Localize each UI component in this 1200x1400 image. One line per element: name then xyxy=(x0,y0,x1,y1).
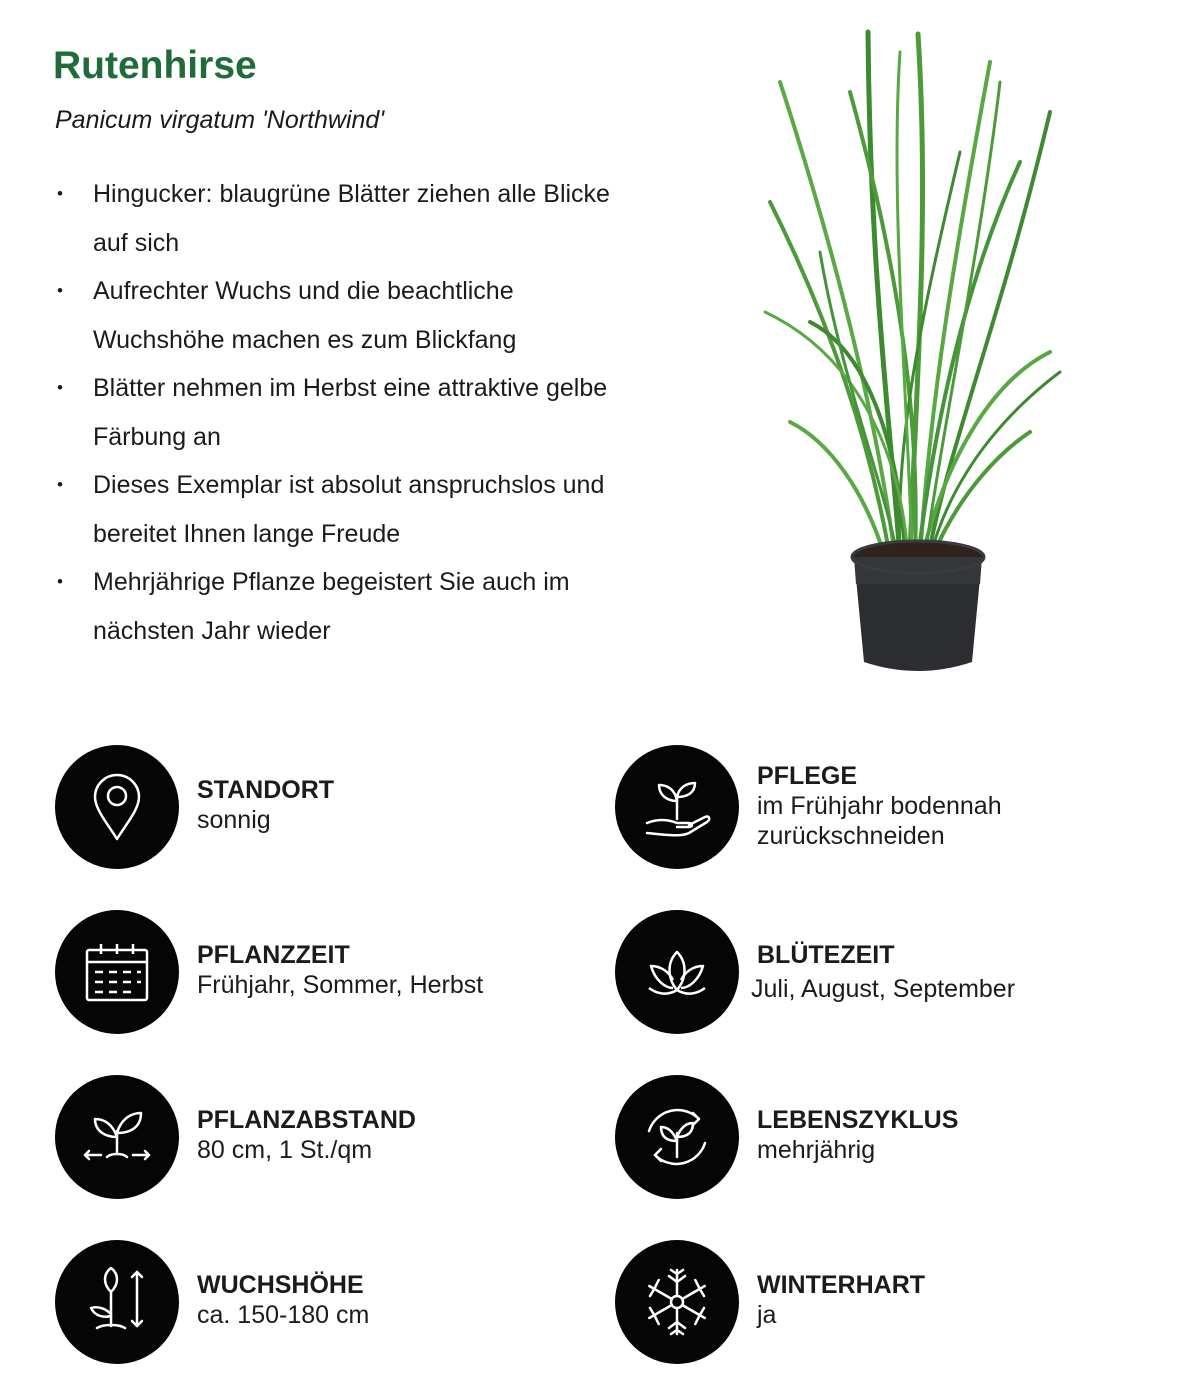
feature-label: WINTERHART xyxy=(757,1271,926,1299)
plant-spacing-icon xyxy=(55,1075,179,1199)
feature-pflanzzeit xyxy=(55,910,575,1036)
highlight-item xyxy=(55,461,615,558)
feature-value: ja xyxy=(757,1301,777,1329)
highlight-item xyxy=(55,267,615,364)
calendar-icon xyxy=(55,910,179,1034)
feature-label: PFLEGE xyxy=(757,762,858,790)
seedling-hand-icon xyxy=(615,745,739,869)
feature-value: Juli, August, September xyxy=(751,975,1016,1003)
highlight-text: Mehrjährige Pflanze begeistert Sie auch im nächsten Jahr wieder xyxy=(93,568,570,645)
feature-pflanzabstand xyxy=(55,1075,575,1201)
highlight-text: Dieses Exemplar ist absolut anspruchslos und bereitet Ihnen lange Freude xyxy=(93,471,605,548)
feature-label: LEBENSZYKLUS xyxy=(757,1106,959,1134)
growth-height-icon xyxy=(55,1240,179,1364)
highlight-text: Blätter nehmen im Herbst eine attraktive gelbe Färbung an xyxy=(93,374,608,451)
feature-value: mehrjährig xyxy=(757,1136,876,1164)
lotus-flower-icon xyxy=(615,910,739,1034)
plant-image xyxy=(750,22,1080,687)
feature-pflege xyxy=(615,745,1135,871)
highlight-item xyxy=(55,170,615,267)
feature-label: PFLANZZEIT xyxy=(197,941,350,969)
feature-value: 80 cm, 1 St./qm xyxy=(197,1136,373,1164)
bullet-icon: • xyxy=(57,281,63,300)
bullet-icon: • xyxy=(57,378,63,397)
snowflake-icon xyxy=(615,1240,739,1364)
feature-value: im Frühjahr bodennah zurückschneiden xyxy=(757,792,1002,850)
feature-value: sonnig xyxy=(197,806,271,834)
highlight-item xyxy=(55,364,615,461)
bullet-icon: • xyxy=(57,475,63,494)
feature-label: STANDORT xyxy=(197,776,335,804)
bullet-icon: • xyxy=(57,572,63,591)
botanical-name: Panicum virgatum 'Northwind' xyxy=(55,106,385,134)
life-cycle-icon xyxy=(615,1075,739,1199)
location-pin-icon xyxy=(55,745,179,869)
highlights-list xyxy=(55,170,615,655)
bullet-icon: • xyxy=(57,184,63,203)
feature-wuchshoehe xyxy=(55,1240,575,1366)
highlight-text: Aufrechter Wuchs und die beachtliche Wuchshöhe machen es zum Blickfang xyxy=(93,277,517,354)
feature-winterhart xyxy=(615,1240,1135,1366)
highlight-text: Hingucker: blaugrüne Blätter ziehen alle Blicke auf sich xyxy=(93,180,610,257)
feature-label: WUCHSHÖHE xyxy=(197,1271,364,1299)
highlight-item xyxy=(55,558,615,655)
grass-leaves xyxy=(765,32,1060,557)
feature-bluetezeit xyxy=(615,910,1135,1036)
feature-label: BLÜTEZEIT xyxy=(757,941,895,969)
feature-label: PFLANZABSTAND xyxy=(197,1106,416,1134)
feature-lebenszyklus xyxy=(615,1075,1135,1201)
feature-value: ca. 150-180 cm xyxy=(197,1301,370,1329)
feature-standort xyxy=(55,745,575,871)
feature-value: Frühjahr, Sommer, Herbst xyxy=(197,971,484,999)
product-title: Rutenhirse xyxy=(53,44,257,87)
